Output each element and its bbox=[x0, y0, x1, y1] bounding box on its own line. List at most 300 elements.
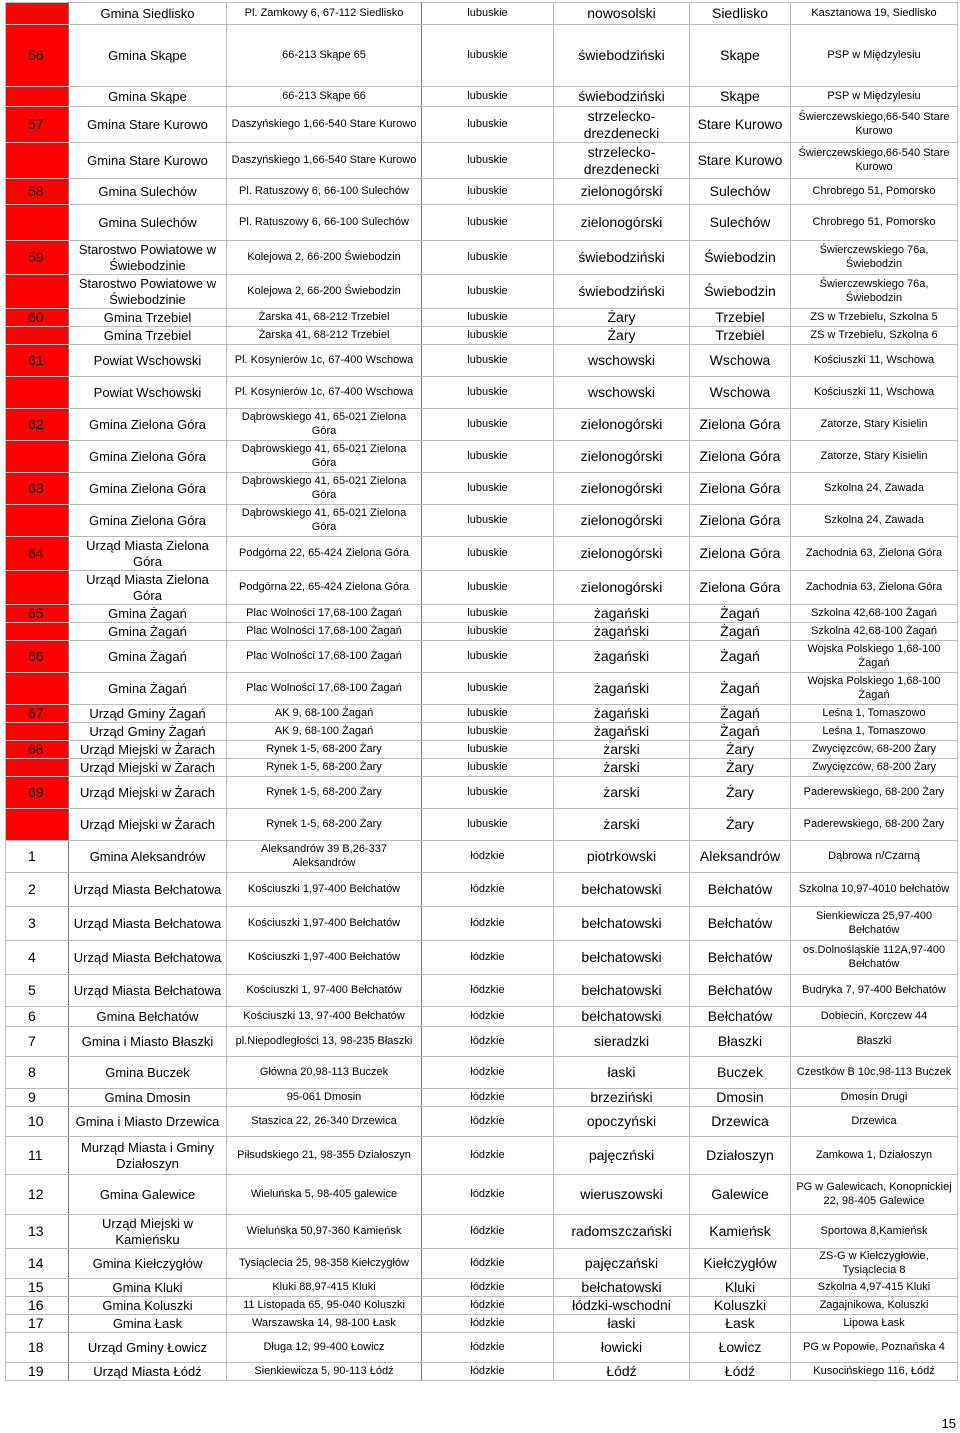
county-cell: żagański bbox=[554, 623, 690, 641]
row-number bbox=[6, 275, 69, 309]
location-cell: Paderewskiego, 68-200 Żary bbox=[791, 809, 958, 841]
address-cell: Kościuszki 1,97-400 Bełchatów bbox=[227, 907, 422, 941]
locality-cell: Łask bbox=[690, 1315, 791, 1333]
municipality-cell: Gmina Kluki bbox=[69, 1279, 227, 1297]
address-cell: Dąbrowskiego 41, 65-021 Zielona Góra bbox=[227, 441, 422, 473]
row-number: 68 bbox=[6, 741, 69, 759]
address-cell: Rynek 1-5, 68-200 Żary bbox=[227, 741, 422, 759]
county-cell: piotrkowski bbox=[554, 841, 690, 873]
location-cell: Świerczewskiego 76a, Świebodzin bbox=[791, 275, 958, 309]
municipality-cell: Urząd Miejski w Żarach bbox=[69, 777, 227, 809]
county-cell: bełchatowski bbox=[554, 1007, 690, 1027]
table-row bbox=[6, 975, 958, 1007]
location-cell: Zwycięzców, 68-200 Żary bbox=[791, 741, 958, 759]
address-cell: 11 Listopada 65, 95-040 Koluszki bbox=[227, 1297, 422, 1315]
locality-cell: Świebodzin bbox=[690, 241, 791, 275]
table-row bbox=[6, 107, 958, 143]
municipality-cell: Urząd Gminy Żagań bbox=[69, 705, 227, 723]
location-cell: Dmosin Drugi bbox=[791, 1089, 958, 1107]
municipality-cell: Starostwo Powiatowe w Świebodzinie bbox=[69, 275, 227, 309]
municipality-cell: Urząd Miejski w Żarach bbox=[69, 759, 227, 777]
county-cell: Łódź bbox=[554, 1363, 690, 1381]
row-number: 5 bbox=[6, 975, 69, 1007]
row-number: 13 bbox=[6, 1215, 69, 1249]
voivodeship-cell: lubuskie bbox=[422, 441, 554, 473]
address-cell: Kościuszki 13, 97-400 Bełchatów bbox=[227, 1007, 422, 1027]
county-cell: łaski bbox=[554, 1057, 690, 1089]
municipality-table bbox=[5, 2, 958, 1381]
location-cell: Szkolna 24, Zawada bbox=[791, 473, 958, 505]
table-row bbox=[6, 87, 958, 107]
row-number: 7 bbox=[6, 1027, 69, 1057]
table-row bbox=[6, 907, 958, 941]
table-row bbox=[6, 1089, 958, 1107]
location-cell: Szkolna 42,68-100 Żagań bbox=[791, 605, 958, 623]
address-cell: Plac Wolności 17,68-100 Żagań bbox=[227, 673, 422, 705]
locality-cell: Bełchatów bbox=[690, 941, 791, 975]
voivodeship-cell: lubuskie bbox=[422, 741, 554, 759]
municipality-cell: Gmina Bełchatów bbox=[69, 1007, 227, 1027]
municipality-cell: Gmina Galewice bbox=[69, 1175, 227, 1215]
voivodeship-cell: łódzkie bbox=[422, 1089, 554, 1107]
location-cell: Leśna 1, Tomaszowo bbox=[791, 723, 958, 741]
county-cell: łaski bbox=[554, 1315, 690, 1333]
municipality-cell: Gmina Dmosin bbox=[69, 1089, 227, 1107]
locality-cell: Wschowa bbox=[690, 377, 791, 409]
county-cell: świebodziński bbox=[554, 275, 690, 309]
location-cell: PG w Galewicach, Konopnickiej 22, 98-405 Galewice bbox=[791, 1175, 958, 1215]
voivodeship-cell: łódzkie bbox=[422, 873, 554, 907]
locality-cell: Żagań bbox=[690, 723, 791, 741]
voivodeship-cell: łódzkie bbox=[422, 1057, 554, 1089]
voivodeship-cell: łódzkie bbox=[422, 1175, 554, 1215]
locality-cell: Zielona Góra bbox=[690, 409, 791, 441]
municipality-cell: Urząd Miasta Bełchatowa bbox=[69, 975, 227, 1007]
table-row bbox=[6, 723, 958, 741]
municipality-cell: Gmina Skąpe bbox=[69, 25, 227, 87]
municipality-cell: Gmina Koluszki bbox=[69, 1297, 227, 1315]
voivodeship-cell: lubuskie bbox=[422, 809, 554, 841]
row-number bbox=[6, 87, 69, 107]
row-number: 69 bbox=[6, 777, 69, 809]
voivodeship-cell: łódzkie bbox=[422, 1297, 554, 1315]
location-cell: Kościuszki 11, Wschowa bbox=[791, 345, 958, 377]
locality-cell: Wschowa bbox=[690, 345, 791, 377]
municipality-cell: Gmina Kiełczygłów bbox=[69, 1249, 227, 1279]
locality-cell: Żagań bbox=[690, 605, 791, 623]
county-cell: zielonogórski bbox=[554, 473, 690, 505]
address-cell: 66-213 Skąpe 65 bbox=[227, 25, 422, 87]
municipality-cell: Gmina Trzebiel bbox=[69, 327, 227, 345]
voivodeship-cell: lubuskie bbox=[422, 275, 554, 309]
location-cell: PSP w Międzylesiu bbox=[791, 25, 958, 87]
county-cell: pajęczński bbox=[554, 1137, 690, 1175]
row-number: 66 bbox=[6, 641, 69, 673]
row-number bbox=[6, 327, 69, 345]
voivodeship-cell: lubuskie bbox=[422, 759, 554, 777]
page-number: 15 bbox=[941, 1416, 956, 1431]
voivodeship-cell: lubuskie bbox=[422, 107, 554, 143]
address-cell: Główna 20,98-113 Buczek bbox=[227, 1057, 422, 1089]
voivodeship-cell: lubuskie bbox=[422, 205, 554, 241]
municipality-cell: Gmina Sulechów bbox=[69, 179, 227, 205]
county-cell: pajęczański bbox=[554, 1249, 690, 1279]
location-cell: Szkolna 24, Zawada bbox=[791, 505, 958, 537]
address-cell: Kluki 88,97-415 Kluki bbox=[227, 1279, 422, 1297]
location-cell: Kościuszki 11, Wschowa bbox=[791, 377, 958, 409]
county-cell: zielonogórski bbox=[554, 441, 690, 473]
address-cell: Żarska 41, 68-212 Trzebiel bbox=[227, 309, 422, 327]
location-cell: Zwycięzców, 68-200 Żary bbox=[791, 759, 958, 777]
row-number: 64 bbox=[6, 537, 69, 571]
county-cell: zielonogórski bbox=[554, 537, 690, 571]
county-cell: radomszczański bbox=[554, 1215, 690, 1249]
municipality-cell: Gmina Aleksandrów bbox=[69, 841, 227, 873]
county-cell: zielonogórski bbox=[554, 409, 690, 441]
county-cell: żarski bbox=[554, 777, 690, 809]
row-number bbox=[6, 441, 69, 473]
address-cell: 66-213 Skąpe 66 bbox=[227, 87, 422, 107]
municipality-cell: Urząd Miejski w Żarach bbox=[69, 809, 227, 841]
locality-cell: Aleksandrów bbox=[690, 841, 791, 873]
municipality-cell: Gmina Stare Kurowo bbox=[69, 143, 227, 179]
county-cell: opoczyński bbox=[554, 1107, 690, 1137]
table-row bbox=[6, 1007, 958, 1027]
address-cell: Warszawska 14, 98-100 Łask bbox=[227, 1315, 422, 1333]
locality-cell: Trzebiel bbox=[690, 327, 791, 345]
location-cell: Wojska Polskiego 1,68-100 Żagań bbox=[791, 641, 958, 673]
row-number: 58 bbox=[6, 179, 69, 205]
county-cell: żagański bbox=[554, 723, 690, 741]
row-number: 62 bbox=[6, 409, 69, 441]
table-row bbox=[6, 1215, 958, 1249]
voivodeship-cell: łódzkie bbox=[422, 1107, 554, 1137]
locality-cell: Zielona Góra bbox=[690, 537, 791, 571]
table-row bbox=[6, 441, 958, 473]
municipality-cell: Urząd Miasta Bełchatowa bbox=[69, 941, 227, 975]
county-cell: łowicki bbox=[554, 1333, 690, 1363]
table-row bbox=[6, 759, 958, 777]
row-number: 12 bbox=[6, 1175, 69, 1215]
table-row bbox=[6, 275, 958, 309]
voivodeship-cell: lubuskie bbox=[422, 309, 554, 327]
row-number: 3 bbox=[6, 907, 69, 941]
municipality-cell: Urząd Miasta Zielona Góra bbox=[69, 571, 227, 605]
address-cell: Pl. Kosynierów 1c, 67-400 Wschowa bbox=[227, 345, 422, 377]
locality-cell: Skąpe bbox=[690, 25, 791, 87]
voivodeship-cell: lubuskie bbox=[422, 623, 554, 641]
locality-cell: Żagań bbox=[690, 641, 791, 673]
county-cell: żagański bbox=[554, 673, 690, 705]
address-cell: Kościuszki 1,97-400 Bełchatów bbox=[227, 873, 422, 907]
row-number: 63 bbox=[6, 473, 69, 505]
voivodeship-cell: lubuskie bbox=[422, 505, 554, 537]
voivodeship-cell: lubuskie bbox=[422, 377, 554, 409]
row-number bbox=[6, 759, 69, 777]
address-cell: Pl. Ratuszowy 6, 66-100 Sulechów bbox=[227, 179, 422, 205]
municipality-cell: Gmina Zielona Góra bbox=[69, 505, 227, 537]
county-cell: żagański bbox=[554, 605, 690, 623]
location-cell: Świerczewskiego,66-540 Stare Kurowo bbox=[791, 143, 958, 179]
location-cell: ZS-G w Kiełczygłowie, Tysiąclecia 8 bbox=[791, 1249, 958, 1279]
location-cell: Szkolna 10,97-4010 bełchatów bbox=[791, 873, 958, 907]
location-cell: Szkolna 4,97-415 Kluki bbox=[791, 1279, 958, 1297]
municipality-cell: Powiat Wschowski bbox=[69, 345, 227, 377]
table-row bbox=[6, 1297, 958, 1315]
location-cell: Zatorze, Stary Kisielin bbox=[791, 441, 958, 473]
row-number: 9 bbox=[6, 1089, 69, 1107]
county-cell: żagański bbox=[554, 705, 690, 723]
table-row bbox=[6, 25, 958, 87]
location-cell: Paderewskiego, 68-200 Żary bbox=[791, 777, 958, 809]
county-cell: świebodziński bbox=[554, 241, 690, 275]
locality-cell: Żary bbox=[690, 759, 791, 777]
row-number: 19 bbox=[6, 1363, 69, 1381]
table-row bbox=[6, 673, 958, 705]
address-cell: Kościuszki 1,97-400 Bełchatów bbox=[227, 941, 422, 975]
locality-cell: Zielona Góra bbox=[690, 441, 791, 473]
voivodeship-cell: lubuskie bbox=[422, 25, 554, 87]
location-cell: PSP w Międzylesiu bbox=[791, 87, 958, 107]
municipality-cell: Urząd Miasta Zielona Góra bbox=[69, 537, 227, 571]
locality-cell: Skąpe bbox=[690, 87, 791, 107]
voivodeship-cell: łódzkie bbox=[422, 1007, 554, 1027]
location-cell: Wojska Polskiego 1,68-100 Żagań bbox=[791, 673, 958, 705]
voivodeship-cell: łódzkie bbox=[422, 1137, 554, 1175]
location-cell: Świerczewskiego,66-540 Stare Kurowo bbox=[791, 107, 958, 143]
locality-cell: Sulechów bbox=[690, 205, 791, 241]
table-row bbox=[6, 309, 958, 327]
address-cell: Dąbrowskiego 41, 65-021 Zielona Góra bbox=[227, 409, 422, 441]
voivodeship-cell: łódzkie bbox=[422, 907, 554, 941]
address-cell: Podgórna 22, 65-424 Zielona Góra bbox=[227, 537, 422, 571]
row-number: 61 bbox=[6, 345, 69, 377]
voivodeship-cell: łódzkie bbox=[422, 975, 554, 1007]
county-cell: zielonogórski bbox=[554, 179, 690, 205]
voivodeship-cell: lubuskie bbox=[422, 87, 554, 107]
locality-cell: Bełchatów bbox=[690, 907, 791, 941]
county-cell: bełchatowski bbox=[554, 1279, 690, 1297]
location-cell: Szkolna 42,68-100 Żagań bbox=[791, 623, 958, 641]
table-row bbox=[6, 873, 958, 907]
voivodeship-cell: lubuskie bbox=[422, 777, 554, 809]
row-number bbox=[6, 3, 69, 25]
county-cell: strzelecko-drezdenecki bbox=[554, 143, 690, 179]
locality-cell: Kluki bbox=[690, 1279, 791, 1297]
table-row bbox=[6, 1333, 958, 1363]
voivodeship-cell: lubuskie bbox=[422, 673, 554, 705]
address-cell: Kościuszki 1, 97-400 Bełchatów bbox=[227, 975, 422, 1007]
locality-cell: Dmosin bbox=[690, 1089, 791, 1107]
row-number: 65 bbox=[6, 605, 69, 623]
locality-cell: Koluszki bbox=[690, 1297, 791, 1315]
voivodeship-cell: lubuskie bbox=[422, 3, 554, 25]
voivodeship-cell: łódzkie bbox=[422, 1315, 554, 1333]
locality-cell: Drzewica bbox=[690, 1107, 791, 1137]
table-row bbox=[6, 3, 958, 25]
municipality-cell: Urząd Gminy Łowicz bbox=[69, 1333, 227, 1363]
table-body bbox=[6, 3, 958, 1381]
locality-cell: Łowicz bbox=[690, 1333, 791, 1363]
row-number: 15 bbox=[6, 1279, 69, 1297]
row-number: 6 bbox=[6, 1007, 69, 1027]
row-number bbox=[6, 143, 69, 179]
row-number: 2 bbox=[6, 873, 69, 907]
municipality-cell: Gmina Sulechów bbox=[69, 205, 227, 241]
location-cell: Drzewica bbox=[791, 1107, 958, 1137]
row-number bbox=[6, 673, 69, 705]
locality-cell: Żagań bbox=[690, 705, 791, 723]
table-row bbox=[6, 409, 958, 441]
address-cell: Wieluńska 5, 98-405 galewice bbox=[227, 1175, 422, 1215]
municipality-cell: Gmina Żagań bbox=[69, 641, 227, 673]
voivodeship-cell: lubuskie bbox=[422, 723, 554, 741]
locality-cell: Kamieńsk bbox=[690, 1215, 791, 1249]
locality-cell: Działoszyn bbox=[690, 1137, 791, 1175]
location-cell: Dąbrowa n/Czarną bbox=[791, 841, 958, 873]
row-number: 1 bbox=[6, 841, 69, 873]
address-cell: Wieluńska 50,97-360 Kamieńsk bbox=[227, 1215, 422, 1249]
address-cell: pl.Niepodległości 13, 98-235 Błaszki bbox=[227, 1027, 422, 1057]
county-cell: świebodziński bbox=[554, 87, 690, 107]
address-cell: Pl. Ratuszowy 6, 66-100 Sulechów bbox=[227, 205, 422, 241]
table-row bbox=[6, 1279, 958, 1297]
county-cell: wieruszowski bbox=[554, 1175, 690, 1215]
locality-cell: Żary bbox=[690, 777, 791, 809]
table-row bbox=[6, 241, 958, 275]
municipality-cell: Gmina Trzebiel bbox=[69, 309, 227, 327]
row-number: 59 bbox=[6, 241, 69, 275]
row-number bbox=[6, 571, 69, 605]
municipality-cell: Gmina Żagań bbox=[69, 673, 227, 705]
voivodeship-cell: lubuskie bbox=[422, 605, 554, 623]
location-cell: Zamkowa 1, Działoszyn bbox=[791, 1137, 958, 1175]
location-cell: Zachodnia 63, Zielona Góra bbox=[791, 571, 958, 605]
locality-cell: Stare Kurowo bbox=[690, 143, 791, 179]
location-cell: Błaszki bbox=[791, 1027, 958, 1057]
voivodeship-cell: lubuskie bbox=[422, 241, 554, 275]
row-number bbox=[6, 623, 69, 641]
row-number: 60 bbox=[6, 309, 69, 327]
voivodeship-cell: lubuskie bbox=[422, 345, 554, 377]
municipality-cell: Gmina Zielona Góra bbox=[69, 441, 227, 473]
table-row bbox=[6, 705, 958, 723]
voivodeship-cell: łódzkie bbox=[422, 841, 554, 873]
row-number: 18 bbox=[6, 1333, 69, 1363]
municipality-cell: Urząd Gminy Żagań bbox=[69, 723, 227, 741]
row-number: 57 bbox=[6, 107, 69, 143]
table-row bbox=[6, 841, 958, 873]
county-cell: wschowski bbox=[554, 377, 690, 409]
county-cell: bełchatowski bbox=[554, 907, 690, 941]
county-cell: żarski bbox=[554, 809, 690, 841]
voivodeship-cell: lubuskie bbox=[422, 179, 554, 205]
municipality-cell: Gmina Siedlisko bbox=[69, 3, 227, 25]
location-cell: Chrobrego 51, Pomorsko bbox=[791, 179, 958, 205]
location-cell: Dobiecin, Korczew 44 bbox=[791, 1007, 958, 1027]
address-cell: Długa 12, 99-400 Łowicz bbox=[227, 1333, 422, 1363]
municipality-cell: Urząd Miasta Łódź bbox=[69, 1363, 227, 1381]
location-cell: PG w Popowie, Poznańska 4 bbox=[791, 1333, 958, 1363]
voivodeship-cell: łódzkie bbox=[422, 1333, 554, 1363]
address-cell: Plac Wolności 17,68-100 Żagań bbox=[227, 623, 422, 641]
locality-cell: Zielona Góra bbox=[690, 473, 791, 505]
row-number: 16 bbox=[6, 1297, 69, 1315]
county-cell: łódzki-wschodni bbox=[554, 1297, 690, 1315]
table-row bbox=[6, 473, 958, 505]
county-cell: bełchatowski bbox=[554, 941, 690, 975]
table-row bbox=[6, 1249, 958, 1279]
location-cell: ZS w Trzebielu, Szkolna 5 bbox=[791, 309, 958, 327]
row-number: 11 bbox=[6, 1137, 69, 1175]
county-cell: sieradzki bbox=[554, 1027, 690, 1057]
location-cell: Zatorze, Stary Kisielin bbox=[791, 409, 958, 441]
locality-cell: Żary bbox=[690, 809, 791, 841]
municipality-cell: Gmina Żagań bbox=[69, 605, 227, 623]
table-row bbox=[6, 1315, 958, 1333]
county-cell: świebodziński bbox=[554, 25, 690, 87]
row-number: 67 bbox=[6, 705, 69, 723]
locality-cell: Świebodzin bbox=[690, 275, 791, 309]
location-cell: Sienkiewicza 25,97-400 Bełchatów bbox=[791, 907, 958, 941]
voivodeship-cell: lubuskie bbox=[422, 409, 554, 441]
municipality-cell: Urząd Miejski w Żarach bbox=[69, 741, 227, 759]
municipality-cell: Powiat Wschowski bbox=[69, 377, 227, 409]
table-row bbox=[6, 809, 958, 841]
row-number: 8 bbox=[6, 1057, 69, 1089]
table-row bbox=[6, 505, 958, 537]
voivodeship-cell: lubuskie bbox=[422, 327, 554, 345]
municipality-cell: Gmina i Miasto Drzewica bbox=[69, 1107, 227, 1137]
table-row bbox=[6, 571, 958, 605]
locality-cell: Bełchatów bbox=[690, 873, 791, 907]
municipality-cell: Gmina Stare Kurowo bbox=[69, 107, 227, 143]
municipality-cell: Gmina Buczek bbox=[69, 1057, 227, 1089]
locality-cell: Bełchatów bbox=[690, 975, 791, 1007]
locality-cell: Żagań bbox=[690, 673, 791, 705]
row-number: 10 bbox=[6, 1107, 69, 1137]
municipality-cell: Gmina Zielona Góra bbox=[69, 409, 227, 441]
voivodeship-cell: łódzkie bbox=[422, 1249, 554, 1279]
table-row bbox=[6, 205, 958, 241]
municipality-cell: Gmina Zielona Góra bbox=[69, 473, 227, 505]
table-row bbox=[6, 641, 958, 673]
location-cell: Sportowa 8,Kamieńsk bbox=[791, 1215, 958, 1249]
row-number bbox=[6, 723, 69, 741]
location-cell: ZS w Trzebielu, Szkolna 6 bbox=[791, 327, 958, 345]
address-cell: Piłsudskiego 21, 98-355 Działoszyn bbox=[227, 1137, 422, 1175]
address-cell: Rynek 1-5, 68-200 Żary bbox=[227, 777, 422, 809]
county-cell: bełchatowski bbox=[554, 873, 690, 907]
row-number: 17 bbox=[6, 1315, 69, 1333]
address-cell: Plac Wolności 17,68-100 Żagań bbox=[227, 641, 422, 673]
location-cell: Leśna 1, Tomaszowo bbox=[791, 705, 958, 723]
voivodeship-cell: łódzkie bbox=[422, 941, 554, 975]
table-row bbox=[6, 741, 958, 759]
table-row bbox=[6, 1137, 958, 1175]
address-cell: 95-061 Dmosin bbox=[227, 1089, 422, 1107]
table-row bbox=[6, 777, 958, 809]
address-cell: Pl. Zamkowy 6, 67-112 Siedlisko bbox=[227, 3, 422, 25]
table-row bbox=[6, 377, 958, 409]
municipality-cell: Urząd Miasta Bełchatowa bbox=[69, 873, 227, 907]
voivodeship-cell: lubuskie bbox=[422, 705, 554, 723]
voivodeship-cell: lubuskie bbox=[422, 641, 554, 673]
row-number: 14 bbox=[6, 1249, 69, 1279]
county-cell: Żary bbox=[554, 309, 690, 327]
row-number bbox=[6, 809, 69, 841]
row-number bbox=[6, 377, 69, 409]
